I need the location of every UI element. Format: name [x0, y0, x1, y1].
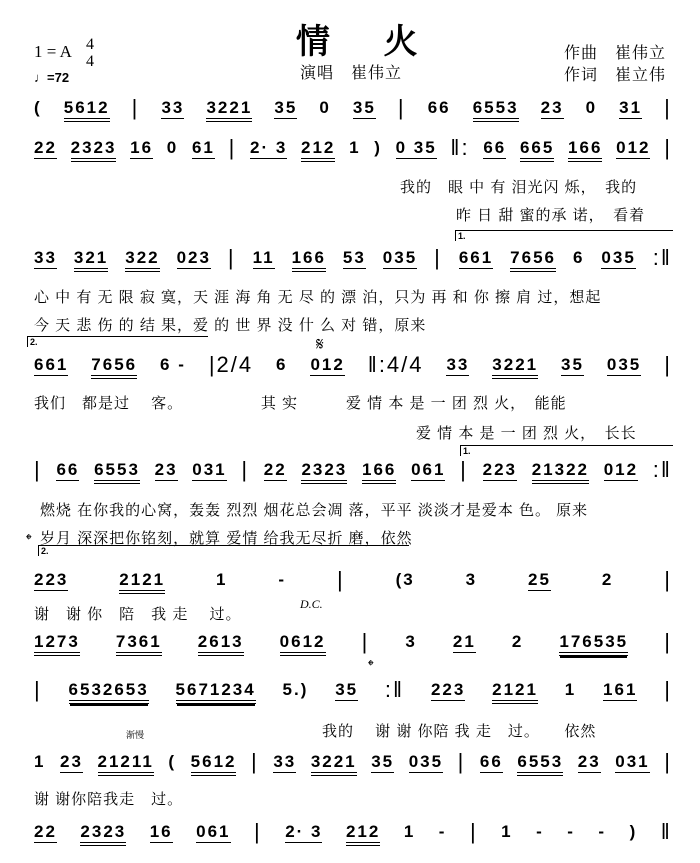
note-group: 5612	[64, 98, 110, 122]
barline: |	[131, 95, 140, 120]
note-group: 176535	[559, 632, 628, 656]
note-group: 031	[615, 752, 650, 771]
note-group: 3221	[311, 752, 357, 776]
note-group: 5612	[191, 752, 237, 776]
note-group: 21	[452, 632, 476, 651]
coda-icon: 𝄌	[368, 658, 374, 675]
music-row	[34, 677, 672, 706]
note-group: (3	[395, 570, 415, 589]
note-group: 61	[191, 138, 215, 157]
music-row	[34, 819, 672, 848]
note-group: 11	[252, 248, 275, 267]
lyric-line: 燃烧 在你我的心窝，轰轰 烈烈 烟花总会凋 落，平平 淡淡才是爱本 色。 原来	[40, 502, 589, 519]
note-group: 035	[408, 752, 444, 771]
barline: |	[397, 95, 406, 120]
barline: |	[664, 135, 672, 160]
lyric-line: 谢 谢你陪我走 过。	[34, 791, 184, 808]
note-group: 6	[572, 248, 585, 267]
note-group: 1	[349, 138, 361, 157]
barline: |	[241, 457, 250, 482]
note-group: -	[438, 822, 447, 841]
note-group: 35	[561, 355, 584, 374]
note-group: 1273	[34, 632, 80, 656]
note-group: 212	[301, 138, 335, 162]
barline: |	[664, 567, 672, 592]
note-group: 2323	[80, 822, 126, 846]
note-group: 33	[446, 355, 470, 374]
note-group: 223	[34, 570, 69, 589]
note-group: 35	[335, 680, 359, 699]
volta-1: 1.	[455, 230, 673, 241]
note-group: 212	[346, 822, 380, 846]
music-row	[34, 95, 672, 124]
note-group: 7656	[510, 248, 556, 272]
note-group: 2121	[492, 680, 538, 704]
note-group: 6553	[517, 752, 563, 776]
note-group: )	[374, 138, 382, 157]
note-group: 2· 3	[250, 138, 288, 157]
note-group: -	[567, 822, 575, 841]
note-group: 0 35	[395, 138, 437, 157]
note-group: 0	[319, 98, 331, 117]
note-group: 5.)	[282, 680, 309, 699]
time-bottom: 4	[86, 53, 94, 70]
note-group: 223	[482, 460, 517, 479]
dc-mark: D.C.	[300, 597, 323, 611]
note-group: 3	[405, 632, 417, 651]
note-group: 3221	[492, 355, 538, 379]
note-group: 1	[216, 570, 228, 589]
note-group: 66	[479, 752, 503, 771]
note-group: 66	[483, 138, 507, 157]
time-signature	[86, 36, 94, 70]
note-group: 22	[263, 460, 287, 479]
lyric-line: 我们 都是过 客。 其 实 爱 情 本 是 一 团 烈 火， 能能	[34, 395, 567, 412]
note-group: 161	[603, 680, 638, 699]
note-group: 035	[382, 248, 418, 267]
note-group: 33	[34, 248, 57, 267]
note-group: 6 -	[160, 355, 186, 374]
note-group: 661	[458, 248, 494, 267]
music-row	[34, 629, 672, 658]
barline: |	[664, 352, 672, 377]
barline: ‖	[660, 819, 672, 844]
barline: :‖	[652, 245, 672, 270]
barline: |	[664, 677, 672, 702]
note-group: 2	[511, 632, 524, 651]
music-row	[34, 749, 672, 778]
music-row	[34, 245, 672, 274]
segno-icon: 𝄋	[316, 334, 324, 354]
note-group: 035	[601, 248, 636, 267]
barline: :‖	[652, 457, 672, 482]
barline: |	[460, 457, 468, 482]
barline: |	[253, 819, 262, 844]
barline: |	[228, 135, 237, 160]
volta-2: 2.	[38, 545, 409, 556]
music-row	[34, 457, 672, 486]
barline: |	[457, 749, 466, 774]
key-signature: 1 = A	[34, 42, 72, 61]
note-group: 166	[568, 138, 602, 162]
note-group: 22	[34, 138, 57, 157]
lyric-line: 爱 情 本 是 一 团 烈 火， 长长	[416, 425, 637, 442]
note-group: 1	[403, 822, 416, 841]
note-group: 53	[342, 248, 366, 267]
note-group: 012	[603, 460, 639, 479]
note-group: 661	[34, 355, 69, 374]
note-group: 16	[149, 822, 173, 841]
barline: |	[469, 819, 478, 844]
music-row	[34, 352, 672, 381]
note-group: 16	[130, 138, 154, 157]
note-group: )	[629, 822, 638, 841]
time-top: 4	[86, 36, 94, 53]
note-group: 23	[577, 752, 601, 771]
note-group: 023	[176, 248, 211, 267]
barline: |	[664, 95, 672, 120]
music-row	[34, 567, 672, 596]
note-group: 035	[606, 355, 642, 374]
tempo-mark: ♩=72	[34, 70, 70, 85]
note-group: (	[34, 98, 42, 117]
note-group: 322	[125, 248, 159, 272]
note-group: 25	[528, 570, 551, 589]
barline: |	[434, 245, 442, 270]
note-group: 2613	[198, 632, 244, 656]
note-group: 061	[411, 460, 446, 479]
note-group: (	[168, 752, 177, 771]
note-group: 3221	[206, 98, 252, 122]
note-group: 5671234	[176, 680, 256, 704]
note-group: 665	[520, 138, 554, 162]
barline: :‖	[384, 677, 405, 702]
note-group: 1	[34, 752, 46, 771]
note-group: 23	[540, 98, 564, 117]
lyric-line: 心 中 有 无 限 寂 寞，天 涯 海 角 无 尽 的 漂 泊，只为 再 和 你 擦 肩 过，想起	[34, 289, 602, 306]
coda-icon: 𝄌	[26, 532, 32, 549]
singer-credit: 演唱 崔伟立	[300, 65, 403, 82]
note-group: 2· 3	[285, 822, 323, 841]
lyric-line: 岁月 深深把你铭刻，就算 爱情 给我无尽折 磨，依然	[40, 530, 413, 547]
note-group: -	[536, 822, 544, 841]
note-group: 7361	[116, 632, 162, 656]
note-group: 66	[427, 98, 451, 117]
note-group: 31	[619, 98, 643, 117]
note-group: 21211	[98, 752, 154, 776]
barline: |	[336, 567, 345, 592]
barline: |2/4	[208, 352, 254, 377]
barline: |	[361, 629, 370, 654]
note-group: 7656	[91, 355, 137, 379]
note-group: 321	[74, 248, 108, 272]
volta-2: 2.	[27, 336, 208, 347]
note-group: 1	[564, 680, 577, 699]
note-group: 1	[501, 822, 513, 841]
note-group: 6532653	[69, 680, 149, 704]
note-group: 6	[276, 355, 288, 374]
note-group: 2	[601, 570, 614, 589]
lyric-line: 昨 日 甜 蜜的承 诺， 看着	[456, 207, 646, 224]
song-title: 情 火	[296, 23, 440, 61]
note-group: 0612	[280, 632, 326, 656]
note-group: 012	[310, 355, 345, 374]
barline: |	[664, 629, 672, 654]
note-group: 35	[371, 752, 395, 771]
note-group: 6553	[473, 98, 519, 122]
barline: |	[251, 749, 259, 774]
barline: |	[227, 245, 236, 270]
note-group: 2121	[119, 570, 165, 594]
lyricist-credit: 作词 崔立伟	[564, 67, 667, 84]
note-group: 0	[166, 138, 179, 157]
note-group: -	[598, 822, 607, 841]
lyric-line: 谢 谢 你 陪 我 走 过。	[34, 606, 242, 623]
music-row	[34, 135, 672, 164]
barline: |	[34, 457, 42, 482]
note-group: 6553	[94, 460, 140, 484]
note-group: 031	[192, 460, 227, 479]
lyric-line: 我的 眼 中 有 泪光闪 烁， 我的	[400, 179, 638, 196]
note-group: 223	[430, 680, 466, 699]
note-group: 35	[352, 98, 376, 117]
lyric-line: 我的 谢 谢 你陪 我 走 过。 依然	[322, 723, 597, 740]
ritardando-mark: 渐慢	[126, 730, 145, 740]
composer-credit: 作曲 崔伟立	[564, 45, 667, 62]
note-group: 23	[60, 752, 83, 771]
note-group: 21322	[532, 460, 589, 484]
note-group: 2323	[71, 138, 117, 162]
barline: ‖:4/4	[367, 352, 424, 377]
note-group: 061	[196, 822, 231, 841]
note-group: 23	[154, 460, 178, 479]
note-group: 33	[273, 752, 297, 771]
note-group: 3	[465, 570, 478, 589]
note-group: 012	[616, 138, 651, 157]
note-group: 166	[362, 460, 396, 484]
note-group: 35	[274, 98, 298, 117]
note-group: 166	[292, 248, 326, 272]
note-group: 66	[56, 460, 80, 479]
lyric-line: 今 天 悲 伤 的 结 果，爱 的 世 界 没 什 么 对 错，原来	[34, 317, 427, 334]
barline: ‖:	[450, 135, 470, 160]
note-group: 33	[161, 98, 185, 117]
note-group: 22	[34, 822, 57, 841]
note-group: -	[278, 570, 287, 589]
barline: |	[34, 677, 42, 702]
note-group: 2323	[301, 460, 347, 484]
note-group: 0	[585, 98, 598, 117]
volta-1: 1.	[460, 445, 673, 456]
barline: |	[664, 749, 672, 774]
